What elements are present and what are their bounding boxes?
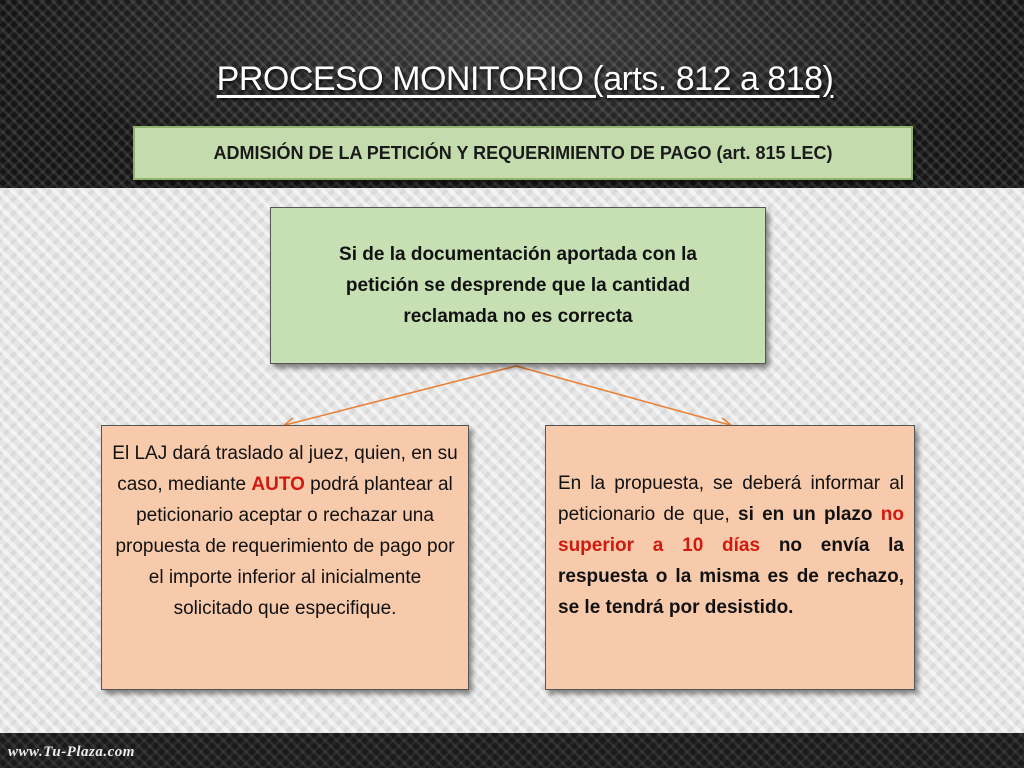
right-outcome-box — [545, 425, 915, 690]
right-box-bold-start: si en un plazo — [738, 504, 881, 525]
left-box-text-end: podrá plantear al peticionario aceptar o rechazar una propuesta de requerimiento de pago por el importe inferior al inicialmente solicitado que especifique. — [115, 474, 455, 619]
slide-title: PROCESO MONITORIO (arts. 812 a 818) — [216, 60, 834, 98]
watermark-text: www.Tu-Plaza.com — [8, 744, 135, 760]
left-box-text-start: El LAJ dará traslado al juez, quien, en su caso, mediante — [112, 443, 458, 495]
left-box-highlight: AUTO — [251, 474, 305, 495]
subtitle-banner — [133, 126, 913, 180]
condition-text: Si de la documentación aportada con la petición se desprende que la cantidad reclamada no es correcta — [339, 244, 697, 327]
right-box-highlight: no superior a 10 días — [558, 504, 904, 556]
subtitle-text: ADMISIÓN DE LA PETICIÓN Y REQUERIMIENTO DE PAGO (art. 815 LEC) — [213, 142, 833, 163]
condition-box — [270, 207, 766, 364]
right-box-bold-end: no envía la respuesta o la misma es de rechazo, se le tendrá por desistido. — [558, 535, 904, 618]
footer-background — [0, 733, 1024, 768]
left-outcome-box — [101, 425, 469, 690]
right-box-text-start: En la propuesta, se deberá informar al peticionario de que, — [558, 473, 904, 525]
